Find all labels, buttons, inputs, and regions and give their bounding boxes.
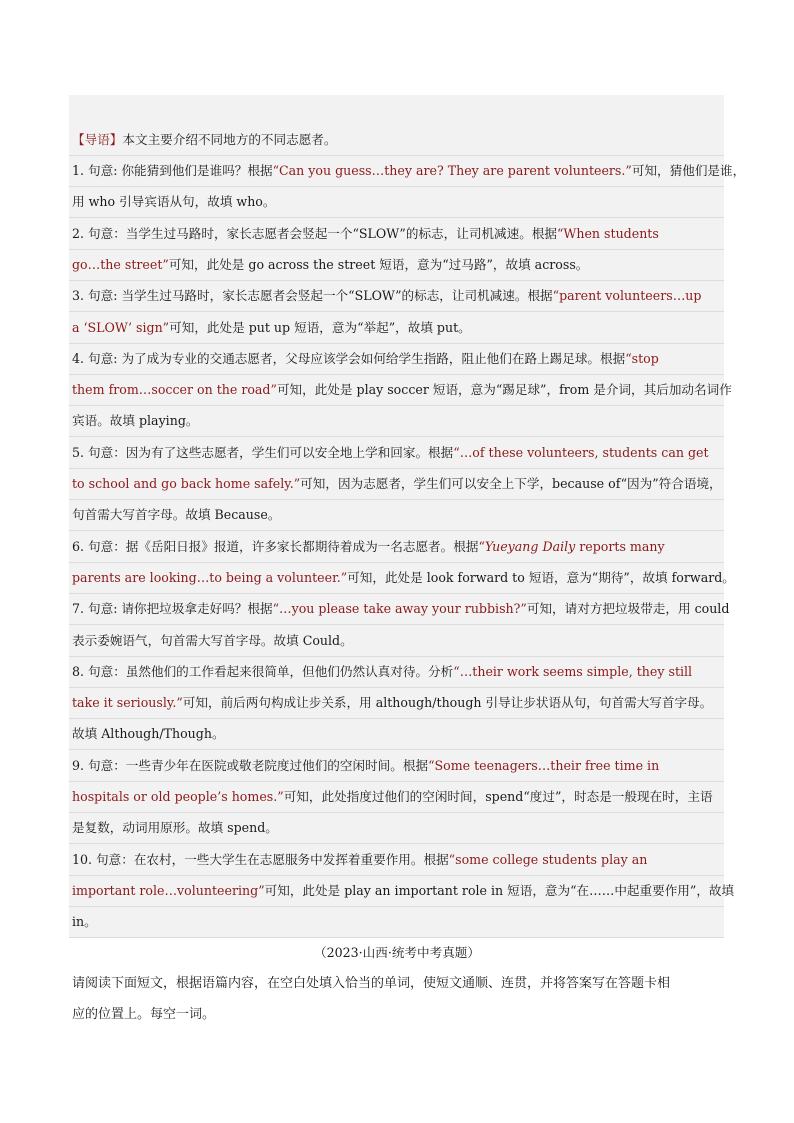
quoted-text: “Can you guess…they are? They are parent volunteers.” xyxy=(272,163,632,178)
line-divider xyxy=(69,186,724,187)
explanation-line xyxy=(72,319,722,337)
line-divider xyxy=(69,436,724,437)
explanation-line xyxy=(72,538,722,556)
quoted-text: “…of these volunteers, students can get xyxy=(453,444,709,460)
line-divider xyxy=(69,499,724,500)
explanation-text: 3. 句意: 当学生过马路时，家长志愿者会竖起一个“SLOW”的标志，让司机减速。根据 xyxy=(72,288,553,304)
explanation-line xyxy=(72,913,722,931)
quoted-text: “When students xyxy=(556,225,659,241)
instructions-line-1: 请阅读下面短文，根据语篇内容，在空白处填入恰当的单词，使短文通顺、连贯，并将答案写在答题卡相 xyxy=(72,976,671,991)
line-divider xyxy=(69,624,724,625)
explanation-line xyxy=(72,256,722,274)
explanation-text: 可知，因为志愿者，学生们可以安全上下学，because of“因为”符合语境， xyxy=(300,476,722,491)
line-divider xyxy=(69,937,724,938)
quoted-text: take it seriously.” xyxy=(72,695,183,711)
quoted-text: Yueyang Daily xyxy=(484,538,576,554)
line-divider xyxy=(69,718,724,719)
quoted-text: “Some teenagers…their free time in xyxy=(428,757,660,773)
explanation-text: 用 who 引导宾语从句，故填 who。 xyxy=(72,194,276,210)
explanation-text: 可知，请对方把垃圾带走，用 could xyxy=(526,601,730,617)
explanation-line xyxy=(72,225,722,243)
line-divider xyxy=(69,217,724,218)
explanation-text: 9. 句意：一些青少年在医院或敬老院度过他们的空闲时间。根据 xyxy=(72,757,429,773)
quoted-text: “…you please take away your rubbish?” xyxy=(272,601,527,617)
explanation-text: 可知，此处是 look forward to 短语，意为“期待”，故填 forward。 xyxy=(347,569,735,585)
quoted-text: them from…soccer on the road” xyxy=(72,382,277,398)
line-divider xyxy=(69,906,724,907)
explanation-line xyxy=(72,287,722,305)
explanation-text: 5. 句意：因为有了这些志愿者，学生们可以安全地上学和回家。根据 xyxy=(72,444,454,460)
explanation-text: 1. 句意: 你能猜到他们是谁吗？根据 xyxy=(72,163,273,178)
guide-text: 本文主要介绍不同地方的不同志愿者。 xyxy=(122,132,337,147)
explanation-line xyxy=(72,381,732,399)
explanation-text: 句首需大写首字母。故填 Because。 xyxy=(72,507,281,523)
explanation-line xyxy=(72,193,722,211)
explanation-line xyxy=(72,788,722,806)
guide-line xyxy=(72,131,722,149)
line-divider xyxy=(69,656,724,657)
explanation-line xyxy=(72,632,722,650)
explanation-text: 可知，此处指度过他们的空闲时间，spend“度过”，时态是一般现在时，主语 xyxy=(283,789,713,804)
explanation-line xyxy=(72,819,722,837)
quoted-text: “some college students play an xyxy=(448,851,648,867)
explanation-text: 8. 句意：虽然他们的工作看起来很简单，但他们仍然认真对待。分析 xyxy=(72,663,454,679)
explanation-line xyxy=(72,600,730,618)
explanation-line xyxy=(72,569,735,587)
explanation-line xyxy=(72,412,722,430)
line-divider xyxy=(69,530,724,531)
quoted-text: parents are looking…to being a volunteer.” xyxy=(72,569,348,585)
explanation-line xyxy=(72,475,722,493)
explanation-line xyxy=(72,882,735,900)
explanation-line xyxy=(72,162,746,180)
line-divider xyxy=(69,687,724,688)
line-divider xyxy=(69,843,724,844)
explanation-text: 故填 Although/Though。 xyxy=(72,726,225,742)
quoted-text: go…the street” xyxy=(72,256,169,272)
quoted-text: “…their work seems simple, they still xyxy=(453,663,693,679)
explanation-line xyxy=(72,694,722,712)
explanation-text: 可知，前后两句构成让步关系，用 although/though 引导让步状语从句，句首需大写首字母。 xyxy=(182,695,713,711)
quoted-text: reports many xyxy=(575,538,665,554)
question-source: （2023·山西·统考中考真题） xyxy=(314,945,480,960)
explanation-text: 2. 句意：当学生过马路时，家长志愿者会竖起一个“SLOW”的标志，让司机减速。根据 xyxy=(72,225,557,241)
line-divider xyxy=(69,374,724,375)
explanation-line xyxy=(72,663,722,681)
quoted-text: important role…volunteering” xyxy=(72,882,265,898)
line-divider xyxy=(69,749,724,750)
line-divider xyxy=(69,562,724,563)
line-divider xyxy=(69,593,724,594)
explanation-line xyxy=(72,725,722,743)
explanation-text: 7. 句意: 请你把垃圾拿走好吗？根据 xyxy=(72,601,273,617)
instructions-line-2: 应的位置上。每空一词。 xyxy=(72,1007,216,1022)
explanation-text: 表示委婉语气，句首需大写首字母。故填 Could。 xyxy=(72,632,353,648)
quoted-text: “stop xyxy=(625,350,659,366)
line-divider xyxy=(69,875,724,876)
line-divider xyxy=(69,343,724,344)
quoted-text: a ‘SLOW’ sign” xyxy=(72,319,170,335)
line-divider xyxy=(69,468,724,469)
explanation-text: 可知，此处是 play soccer 短语，意为“踢足球”，from 是介词，其后加动名词作 xyxy=(276,382,732,398)
line-divider xyxy=(69,405,724,406)
explanation-text: 10. 句意：在农村，一些大学生在志愿服务中发挥着重要作用。根据 xyxy=(72,851,449,867)
explanation-text: 宾语。故填 playing。 xyxy=(72,413,199,429)
quoted-text: to school and go back home safely.” xyxy=(72,476,301,491)
explanation-text: 可知，此处是 go across the street 短语，意为“过马路”，故填 across。 xyxy=(168,256,589,272)
explanation-line xyxy=(72,851,722,869)
explanation-line xyxy=(72,350,722,368)
quoted-text: “parent volunteers…up xyxy=(552,288,702,304)
explanation-line xyxy=(72,506,722,524)
explanation-text: 是复数，动词用原形。故填 spend。 xyxy=(72,820,278,836)
explanation-text: 4. 句意: 为了成为专业的交通志愿者，父母应该学会如何给学生指路，阻止他们在路上踢足球。根据 xyxy=(72,350,626,366)
explanation-text: 6. 句意：据《岳阳日报》报道，许多家长都期待着成为一名志愿者。根据 xyxy=(72,538,479,554)
line-divider xyxy=(69,311,724,312)
explanation-text: in。 xyxy=(72,914,97,930)
quoted-text: “ xyxy=(478,538,485,554)
quoted-text: hospitals or old people’s homes.” xyxy=(72,789,284,804)
explanation-text: 可知，猜他们是谁， xyxy=(631,163,746,178)
explanation-text: 可知，此处是 play an important role in 短语，意为“在……中起重要作用”，故填 xyxy=(264,882,735,898)
explanation-text: 可知，此处是 put up 短语，意为“举起”，故填 put。 xyxy=(169,319,471,335)
explanation-line xyxy=(72,757,722,775)
line-divider xyxy=(69,249,724,250)
guide-label: 【导语】 xyxy=(72,132,123,147)
line-divider xyxy=(69,812,724,813)
line-divider xyxy=(69,280,724,281)
line-divider xyxy=(69,781,724,782)
line-divider xyxy=(69,155,724,156)
explanation-line xyxy=(72,444,722,462)
